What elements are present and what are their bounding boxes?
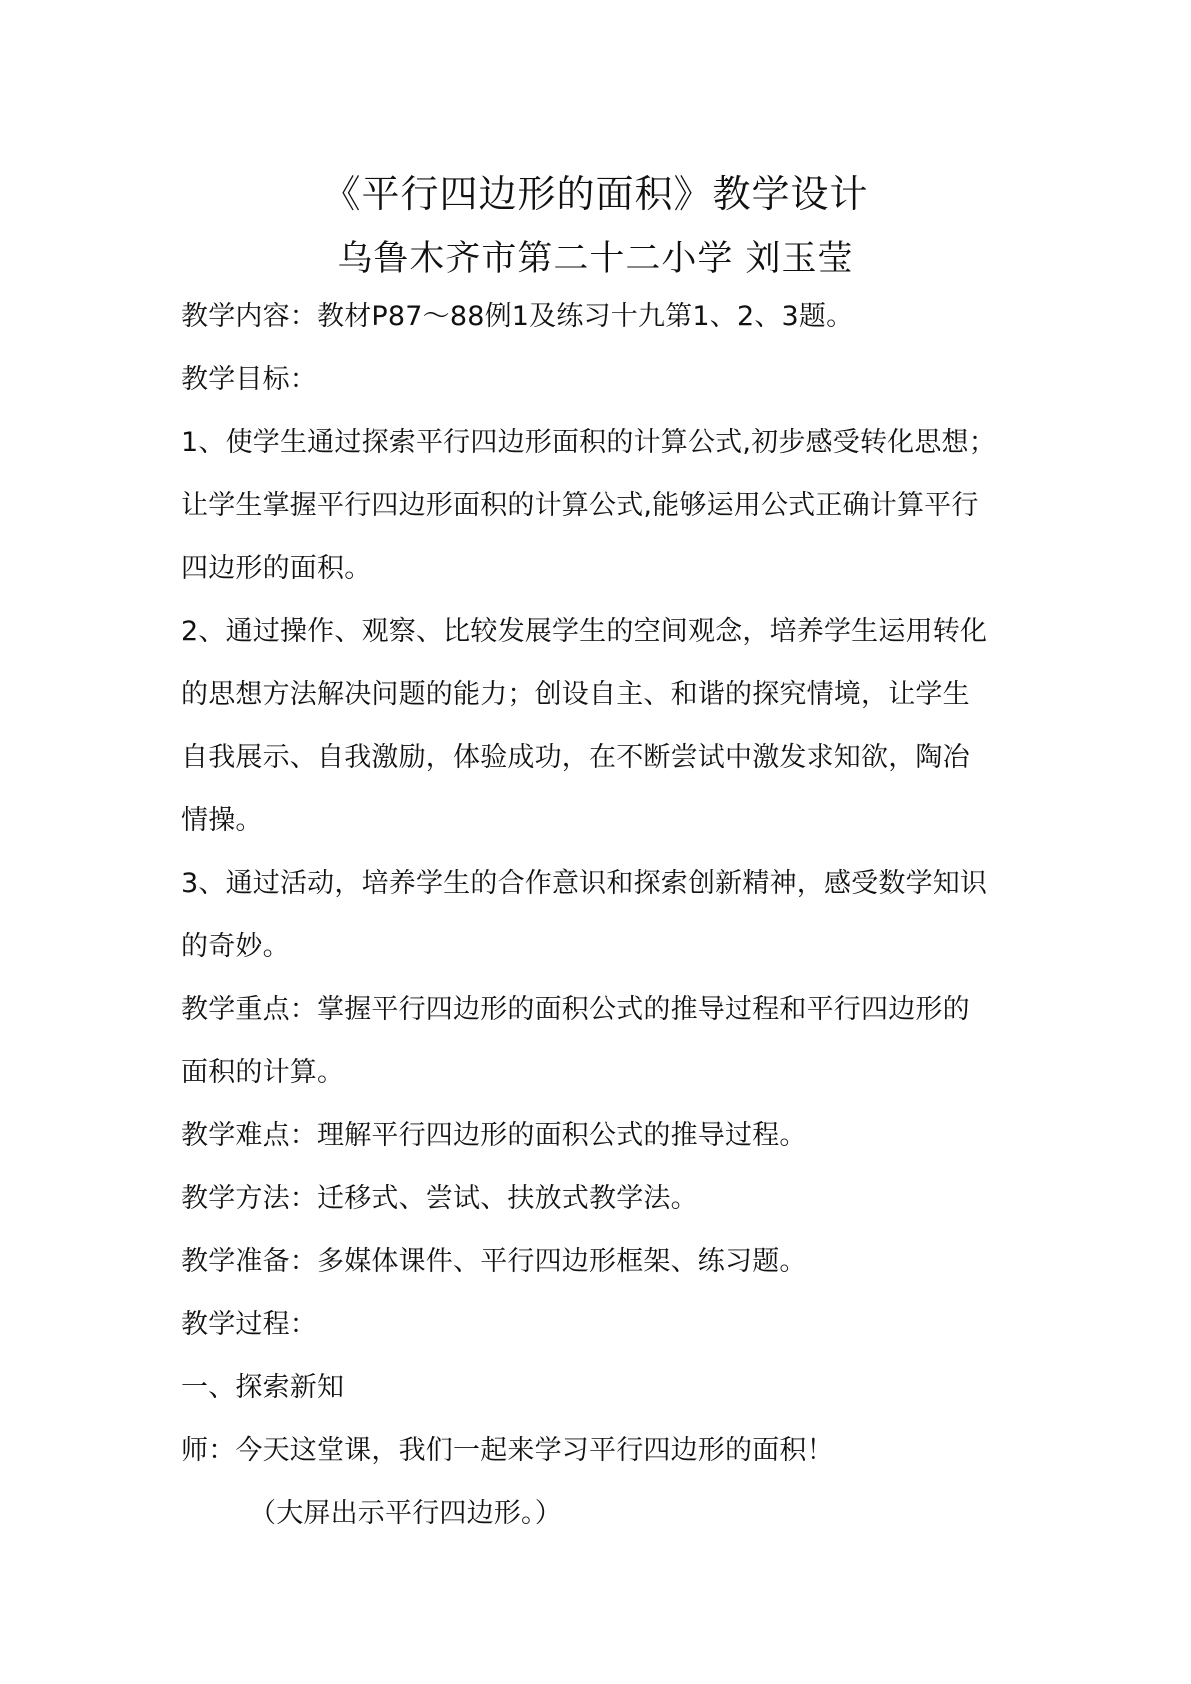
- goal-1-line-2: 让学生掌握平行四边形面积的计算公式,能够运用公式正确计算平行: [181, 490, 979, 521]
- goal-2-line-2: 的思想方法解决问题的能力；创设自主、和谐的探究情境，让学生: [181, 679, 970, 710]
- teaching-content-line: 教学内容：教材P87～88例1及练习十九第1、2、3题。: [181, 301, 854, 332]
- key-points-line-1: 教学重点：掌握平行四边形的面积公式的推导过程和平行四边形的: [181, 994, 970, 1025]
- teaching-goals-heading: 教学目标：: [181, 364, 317, 395]
- process-heading: 教学过程：: [181, 1309, 317, 1340]
- document-author-line: 乌鲁木齐市第二十二小学 刘玉莹: [337, 239, 854, 279]
- key-points-line-2: 面积的计算。: [181, 1057, 345, 1088]
- goal-1-line-3: 四边形的面积。: [181, 553, 372, 584]
- document-body: [181, 285, 1031, 1545]
- goal-1-line-1: 1、使学生通过探索平行四边形面积的计算公式,初步感受转化思想；: [181, 427, 996, 458]
- goal-3-line-2: 的奇妙。: [181, 931, 290, 962]
- difficulties-line: 教学难点：理解平行四边形的面积公式的推导过程。: [181, 1120, 807, 1151]
- section-1-heading: 一、探索新知: [181, 1372, 345, 1403]
- stage-direction-line: （大屏出示平行四边形。）: [249, 1498, 562, 1529]
- methods-line: 教学方法：迁移式、尝试、扶放式教学法。: [181, 1183, 698, 1214]
- teacher-dialogue-line: 师：今天这堂课，我们一起来学习平行四边形的面积！: [181, 1435, 834, 1466]
- goal-2-line-3: 自我展示、自我激励，体验成功，在不断尝试中激发求知欲，陶冶: [181, 742, 970, 773]
- goal-2-line-1: 2、通过操作、观察、比较发展学生的空间观念，培养学生运用转化: [181, 616, 988, 647]
- goal-2-line-4: 情操。: [181, 805, 263, 836]
- preparation-line: 教学准备：多媒体课件、平行四边形框架、练习题。: [181, 1246, 807, 1277]
- document-title: 《平行四边形的面积》教学设计: [322, 172, 869, 216]
- goal-3-line-1: 3、通过活动，培养学生的合作意识和探索创新精神，感受数学知识: [181, 868, 988, 899]
